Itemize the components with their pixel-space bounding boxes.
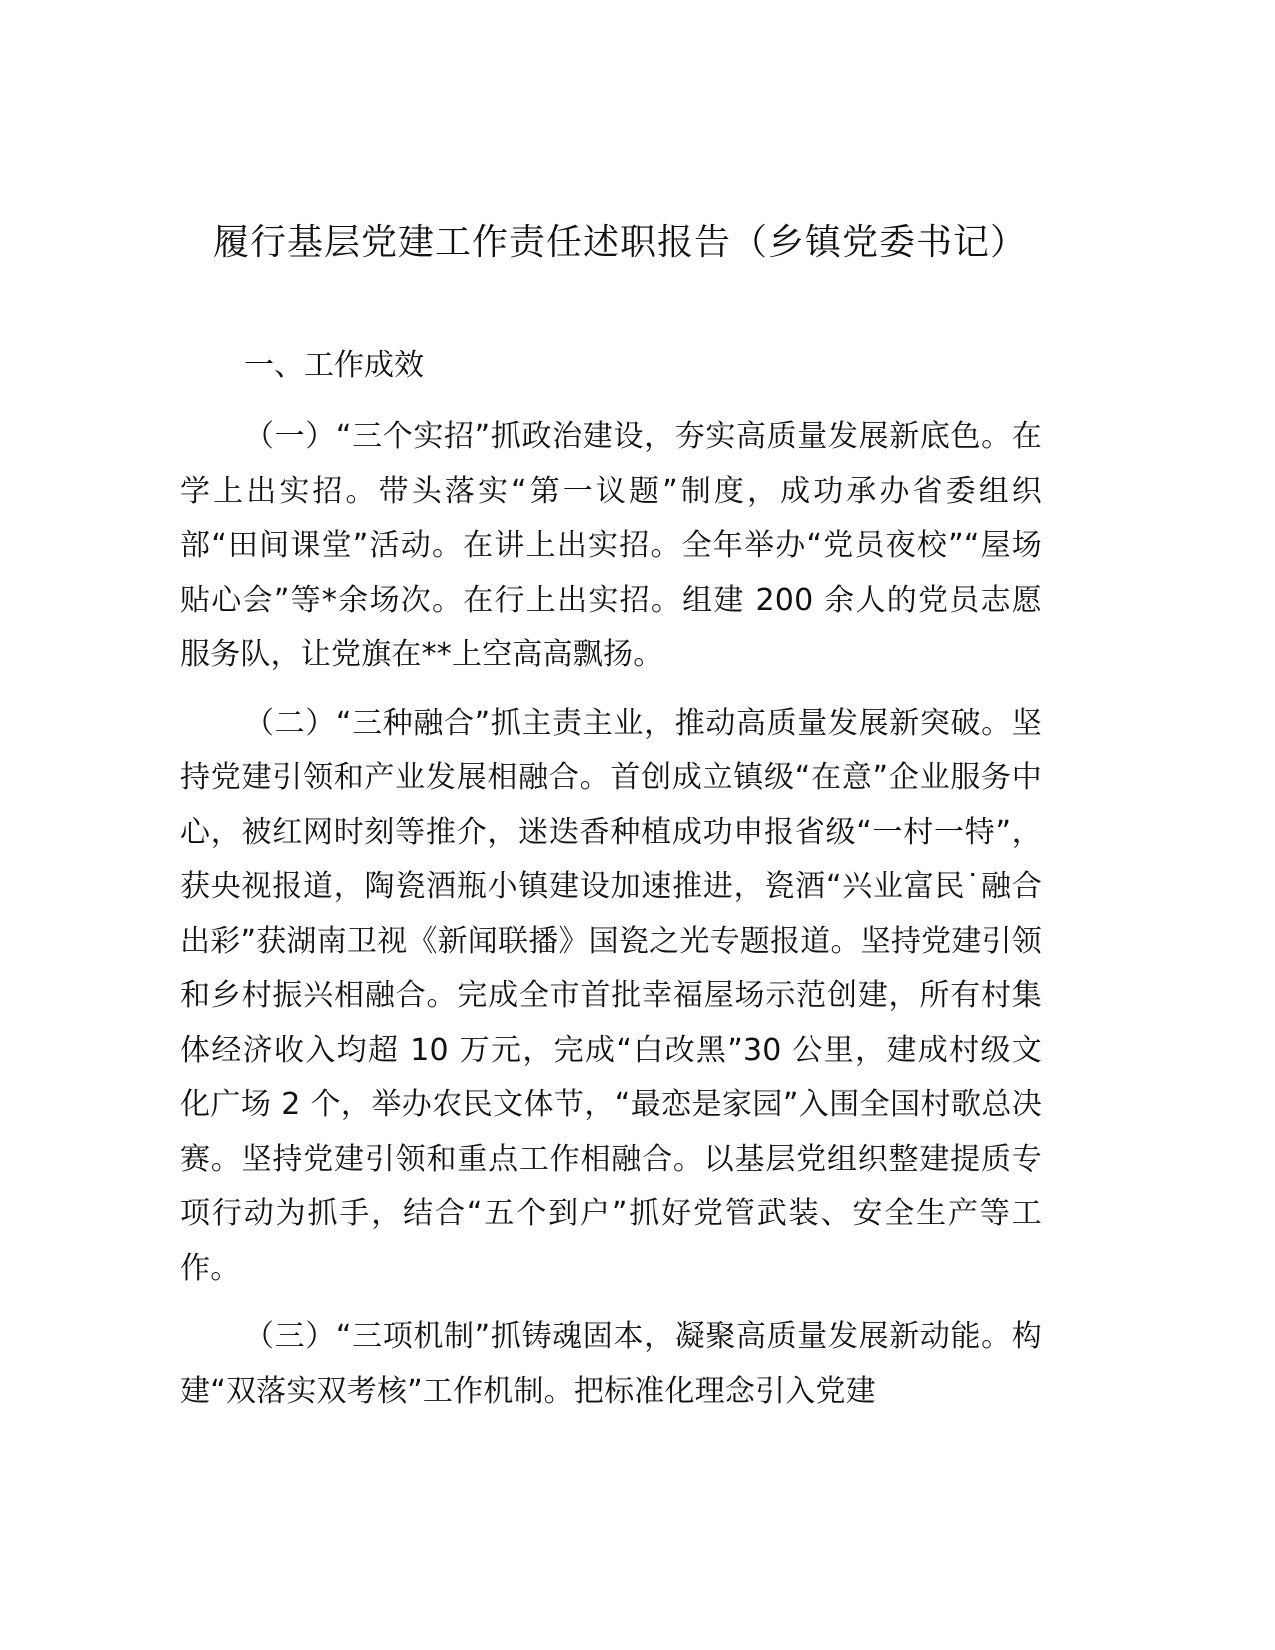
- document-body: [180, 346, 1042, 1433]
- section-heading: 一、工作成效: [244, 348, 424, 383]
- paragraph-integration: （二）“三种融合”抓主责主业，推动高质量发展新突破。坚持党建引领和产业发展相融合。首创成立镇级“在意”企业服务中心，被红网时刻等推介，迷迭香种植成功申报省级“一村一特”，获央视报道，陶瓷酒瓶小镇建设加速推进，瓷酒“兴业富民˙融合出彩”获湖南卫视《新闻联播》国瓷之光专题报道。坚持党建引领和乡村振兴相融合。完成全市首批幸福屋场示范创建，所有村集体经济收入均超 10 万元，完成“白改黑”30 公里，建成村级文化广场 2 个，举办农民文体节，“最恋是家园”入围全国村歌总决赛。坚持党建引领和重点工作相融合。以基层党组织整建提质专项行动为抓手，结合“五个到户”抓好党管武装、安全生产等工作。: [180, 705, 1042, 1286]
- paragraph-political-building: （一）“三个实招”抓政治建设，夯实高质量发展新底色。在学上出实招。带头落实“第一议题”制度，成功承办省委组织部“田间课堂”活动。在讲上出实招。全年举办“党员夜校”“屋场贴心会”等*余场次。在行上出实招。组建 200 余人的党员志愿服务队，让党旗在**上空高高飘扬。: [180, 419, 1042, 672]
- paragraph-mechanisms: （三）“三项机制”抓铸魂固本，凝聚高质量发展新动能。构建“双落实双考核”工作机制。把标准化理念引入党建: [180, 1319, 1042, 1409]
- document-title: 履行基层党建工作责任述职报告（乡镇党委书记）: [212, 222, 1027, 263]
